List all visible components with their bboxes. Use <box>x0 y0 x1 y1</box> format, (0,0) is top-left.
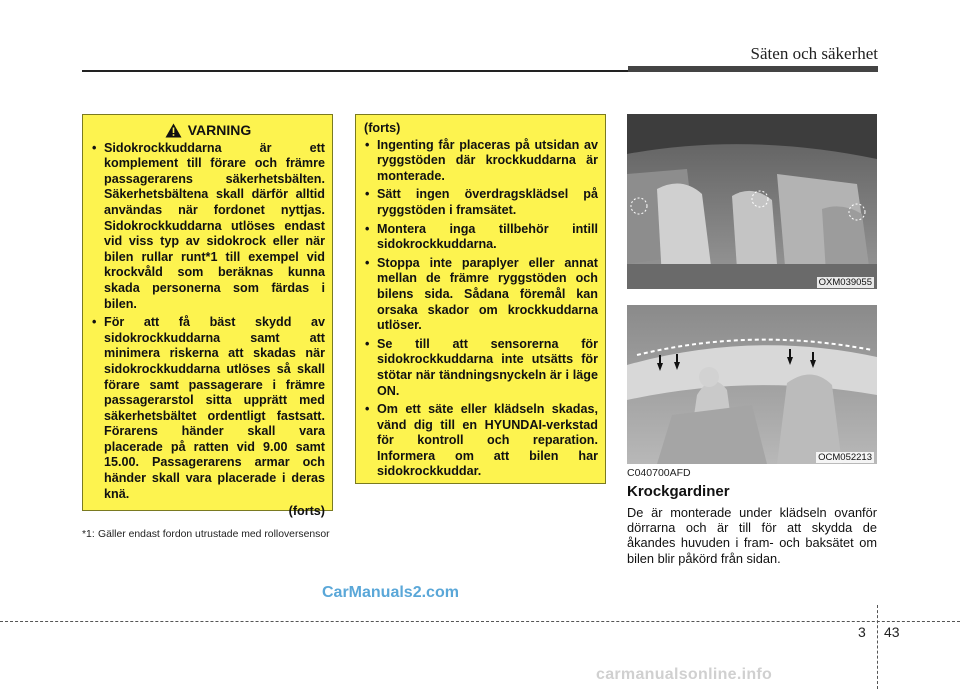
warning-item: • Montera inga tillbehör intill sidokrockkuddarna. <box>364 222 598 253</box>
warning-box-continued <box>355 114 606 484</box>
header-rule-thick <box>628 66 878 72</box>
footnote <box>82 528 333 541</box>
warning-item: • Stoppa inte paraplyer eller annat mellan de främre ryggstöden och bilens sida. Sådana föremål kan orsaka skador om krockkuddarna utlöser. <box>364 256 598 334</box>
continued-heading: (forts) <box>364 121 401 135</box>
warning-item: • Ingenting får placeras på utsidan av ryggstöden där krockkuddarna är monterade. <box>364 138 598 185</box>
warning-heading-label: VARNING <box>187 122 252 138</box>
curtain-airbag-illustration <box>627 305 877 464</box>
warning-list <box>91 141 325 503</box>
section-title: Säten och säkerhet <box>750 44 878 63</box>
warning-item: • Sätt ingen överdragsklädsel på ryggstöden i framsätet. <box>364 187 598 218</box>
warning-item: • För att få bäst skydd av sidokrockkuddarna samt att minimera riskerna att skadas när sidokrockkuddarna utlöses så skall förare samt passagerare i främre passagerarstol sitta upprätt med säkerhetsbältet ordentligt fastsatt. Förarens händer skall vara placerade på ratten vid 9.00 samt 15.00. Passagerarens armar och händer skall vara placerade i deras knä. <box>91 315 325 502</box>
figure-code: OCM052213 <box>818 452 872 463</box>
header-rule-thin <box>82 70 628 72</box>
seat-airbag-illustration <box>627 114 877 289</box>
footer-divider <box>877 605 878 689</box>
warning-box <box>82 114 333 519</box>
footnote-text: Gäller endast fordon utrustade med rolloversensor <box>98 529 330 540</box>
section-heading: Krockgardiner <box>627 483 730 500</box>
footnote-mark: *1: <box>82 529 95 540</box>
bottom-watermark: carmanualsonline.info <box>596 666 773 683</box>
footer-rule <box>0 621 960 622</box>
warning-item: • Om ett säte eller klädseln skadas, vänd dig till en HYUNDAI-verkstad för kontroll och reparation. Informera om att bilen har sidokrockkuddar. <box>364 402 598 480</box>
figure-code: OXM039055 <box>818 277 872 288</box>
warning-heading <box>91 123 325 139</box>
continued-label: (forts) <box>288 504 325 519</box>
warning-triangle-icon <box>165 123 182 138</box>
warning-item: • Se till att sensorerna för sidokrockkuddarna inte utsätts för stötar när tändningsnyckeln är i läge ON. <box>364 337 598 399</box>
warning-item: • Sidokrockkuddarna är ett komplement till förare och främre passagerarens säkerhetsbälten. Säkerhetsbältena skall därför alltid användas när fordonet nyttjas. Sidokrockkuddarna utlöses endast vid viss typ av sidokrock eller när bilen rullar runt*1 till exempel vid krockvåld som beräknas kunna skada personerna som färdas i bilen. <box>91 141 325 313</box>
curtain-airbag-photo <box>627 305 877 464</box>
reference-code: C040700AFD <box>627 467 691 479</box>
watermark-link[interactable]: CarManuals2.com <box>322 584 459 601</box>
page-number: 43 <box>884 624 900 640</box>
warning-list-continued <box>364 138 598 480</box>
seat-airbag-photo <box>627 114 877 289</box>
section-body: De är monterade under klädseln ovanför dörrarna och är till för att skydda de åkandes huvuden i fram- och baksätet om bilen blir påkörd från sidan. <box>627 505 877 566</box>
chapter-number: 3 <box>858 624 866 640</box>
